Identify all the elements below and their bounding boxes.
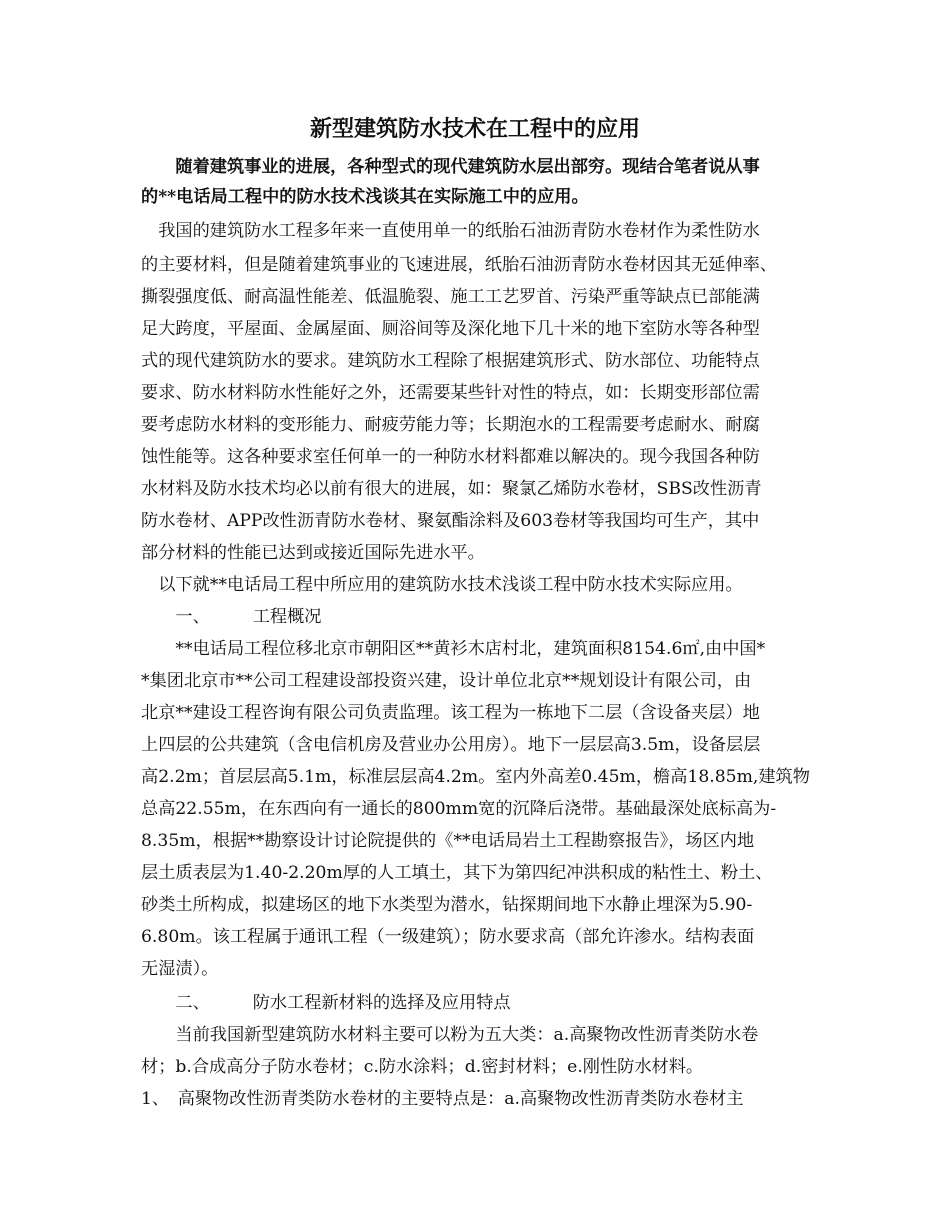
paragraph-line: **电话局工程位移北京市朝阳区**黄衫木店村北，建筑面积8154.6㎡,由中国* [141,639,766,659]
paragraph-line: 的主要材料，但是随着建筑事业的飞速进展，纸胎石油沥青防水卷材因其无延伸率、 [141,255,777,275]
paragraph-line: 材；b.合成高分子防水卷材；c.防水涂料；d.密封材料；e.刚性防水材料。 [141,1057,704,1077]
paragraph-line: 式的现代建筑防水的要求。建筑防水工程除了根据建筑形式、防水部位、功能特点 [141,351,760,371]
paragraph-line: 砂类土所构成，拟建场区的地下水类型为潜水，钻探期间地下水静止埋深为5.90- [141,895,753,915]
paragraph-line: 水材料及防水技术均必以前有很大的进展，如：聚氯乙烯防水卷材，SBS改性沥青 [141,479,762,499]
paragraph-line: 以下就**电话局工程中所应用的建筑防水技术浅谈工程中防水技术实际应用。 [141,575,743,595]
document-title: 新型建筑防水技术在工程中的应用 [309,116,640,142]
intro-line-1: 随着建筑事业的进展，各种型式的现代建筑防水层出部穷。现结合笔者说从事 [141,157,760,177]
paragraph-line: 6.80m。该工程属于通讯工程（一级建筑）；防水要求高（部允许渗水。结构表面 [141,927,755,947]
numbered-item-1: 1、 高聚物改性沥青类防水卷材的主要特点是：a.高聚物改性沥青类防水卷材主 [141,1089,744,1109]
paragraph-line: 北京**建设工程咨询有限公司负责监理。该工程为一栋地下二层（含设备夹层）地 [141,703,760,723]
section-heading-1: 一、 工程概况 [141,607,322,627]
paragraph-line: *集团北京市**公司工程建设部投资兴建，设计单位北京**规划设计有限公司，由 [141,671,752,691]
paragraph-line: 层土质表层为1.40-2.20m厚的人工填土，其下为第四纪冲洪积成的粘性土、粉土、 [141,863,773,883]
intro-line-2: 的**电话局工程中的防水技术浅谈其在实际施工中的应用。 [141,187,589,207]
paragraph-line: 当前我国新型建筑防水材料主要可以粉为五大类：a.高聚物改性沥青类防水卷 [141,1025,759,1045]
section-heading-2: 二、 防水工程新材料的选择及应用特点 [141,993,511,1013]
paragraph-line: 部分材料的性能已达到或接近国际先进水平。 [141,543,485,563]
paragraph-line: 足大跨度，平屋面、金属屋面、厕浴间等及深化地下几十米的地下室防水等各种型 [141,319,760,339]
paragraph-line: 高2.2m；首层层高5.1m，标准层层高4.2m。室内外高差0.45m，檐高18.85m,建筑物 [141,767,810,787]
paragraph-line: 撕裂强度低、耐高温性能差、低温脆裂、施工工艺罗首、污染严重等缺点已部能满 [141,287,760,307]
paragraph-line: 要求、防水材料防水性能好之外，还需要某些针对性的特点，如：长期变形部位需 [141,383,760,403]
paragraph-line: 上四层的公共建筑（含电信机房及营业办公用房）。地下一层层高3.5m，设备层层 [141,735,761,755]
paragraph-line: 蚀性能等。这各种要求室任何单一的一种防水材料都难以解决的。现今我国各种防 [141,447,760,467]
paragraph-line: 无湿渍）。 [141,959,219,979]
paragraph-line: 总高22.55m，在东西向有一通长的800mm宽的沉降后浇带。基础最深处底标高为- [141,799,777,819]
paragraph-line: 防水卷材、APP改性沥青防水卷材、聚氨酯涂料及603卷材等我国均可生产，其中 [141,511,760,531]
paragraph-line: 我国的建筑防水工程多年来一直使用单一的纸胎石油沥青防水卷材作为柔性防水 [141,221,760,241]
paragraph-line: 要考虑防水材料的变形能力、耐疲劳能力等；长期泡水的工程需要考虑耐水、耐腐 [141,415,760,435]
paragraph-line: 8.35m，根据**勘察设计讨论院提供的《**电话局岩土工程勘察报告》，场区内地 [141,831,755,851]
